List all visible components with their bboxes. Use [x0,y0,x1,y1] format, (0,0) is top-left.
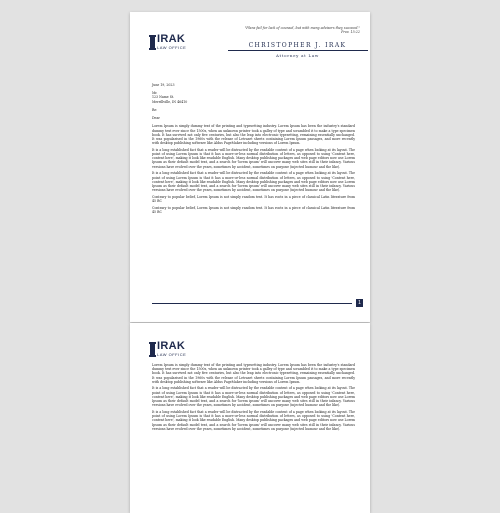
firm-logo [150,341,186,357]
letter-body [152,363,355,433]
body-paragraph: Lorem Ipsum is simply dummy text of the printing and typesetting industry. Lorem Ipsum has been the industry's standard dummy text ever since the 1500s, when an unknown printer took a galley of type and scrambled it to make a type specimen book. It has survived not only five centuries, but also the leap into electronic typesetting, remaining essentially unchanged. It was popularised in the 1960s with the release of Letraset sheets containing Lorem Ipsum passages, and more recently with desktop publishing software like Aldus PageMaker including versions of Lorem Ipsum. [152,363,355,384]
quote-reference: Prov. 15:22 [341,30,360,35]
column-icon [150,342,155,357]
body-paragraph: It is a long established fact that a reader will be distracted by the readable content of a page when looking at its layout. The point of using Lorem Ipsum is that it has a more-or-less normal distribution of letters, as opposed to using 'Content here, content here', making it look like readable English. Many desktop publishing packages and web page editors now use Lorem Ipsum as their default model text, and a search for 'lorem ipsum' will uncover many web sites still in their infancy. Various versions have evolved over the years, sometimes by accident, sometimes on purpose (injected humour and the like). [152,171,355,193]
page-number: 1 [356,299,363,307]
letter-date: June 19, 2023 [152,83,175,87]
salutation: Dear [152,116,160,121]
logo-subtitle: LAW OFFICE [157,352,187,357]
subject-line: Re: [152,107,158,112]
logo-subtitle: LAW OFFICE [157,45,187,50]
letter-body [152,83,355,216]
body-paragraph: It is a long established fact that a reader will be distracted by the readable content of a page when looking at its layout. The point of using Lorem Ipsum is that it has a more-or-less normal distribution of letters, as opposed to using 'Content here, content here', making it look like readable English. Many desktop publishing packages and web page editors now use Lorem Ipsum as their default model text, and a search for 'lorem ipsum' will uncover many web sites still in their infancy. Various versions have evolved over the years, sometimes by accident, sometimes on purpose (injected humour and the like). [152,147,355,169]
recipient-line: Mr. [152,91,158,96]
recipient-address [152,91,355,104]
body-paragraph: Lorem Ipsum is simply dummy text of the printing and typesetting industry. Lorem Ipsum has been the industry's standard dummy text ever since the 1500s, when an unknown printer took a galley of type and scrambled it to make a type specimen book. It has survived not only five centuries, but also the leap into electronic typesetting, remaining essentially unchanged. It was popularised in the 1960s with the release of Letraset sheets containing Lorem Ipsum passages, and more recently with desktop publishing software like Aldus PageMaker including versions of Lorem Ipsum. [152,124,355,146]
attorney-title: Attorney at Law [275,53,320,58]
logo-name: IRAK [157,340,186,352]
body-paragraph: It is a long established fact that a reader will be distracted by the readable content of a page when looking at its layout. The point of using Lorem Ipsum is that it has a more-or-less normal distribution of letters, as opposed to using 'Content here, content here', making it look like readable English. Many desktop publishing packages and web page editors now use Lorem Ipsum as their default model text, and a search for 'lorem ipsum' will uncover many web sites still in their infancy. Various versions have evolved over the years, sometimes by accident, sometimes on purpose (injected humour and the like). [152,409,355,431]
letterhead-page-1 [130,12,370,322]
column-icon [150,35,155,50]
body-paragraph: Contrary to popular belief, Lorem Ipsum is not simply random text. It has roots in a piece of classical Latin literature from 45 BC [152,194,355,203]
logo-name: IRAK [157,33,186,45]
recipient-line: Merrillville, IN 46410 [152,99,188,104]
header-divider [228,50,368,51]
attorney-name: CHRISTOPHER J. IRAK [248,42,347,49]
quote-text: "Plans fail for lack of counsel, but with many advisers they succeed." [244,26,360,30]
body-paragraph: It is a long established fact that a reader will be distracted by the readable content of a page when looking at its layout. The point of using Lorem Ipsum is that it has a more-or-less normal distribution of letters, as opposed to using 'Content here, content here', making it look like readable English. Many desktop publishing packages and web page editors now use Lorem Ipsum as their default model text, and a search for 'lorem ipsum' will uncover many web sites still in their infancy. Various versions have evolved over the years, sometimes by accident, sometimes on purpose (injected humour and the like). [152,386,355,408]
footer-divider [152,303,352,304]
body-paragraph: Contrary to popular belief, Lorem Ipsum is not simply random text. It has roots in a piece of classical Latin literature from 45 BC [152,205,355,214]
recipient-line: 123 Name St. [152,95,175,100]
firm-logo [150,34,186,50]
header-quote [220,26,360,35]
letterhead-page-2 [130,323,370,513]
